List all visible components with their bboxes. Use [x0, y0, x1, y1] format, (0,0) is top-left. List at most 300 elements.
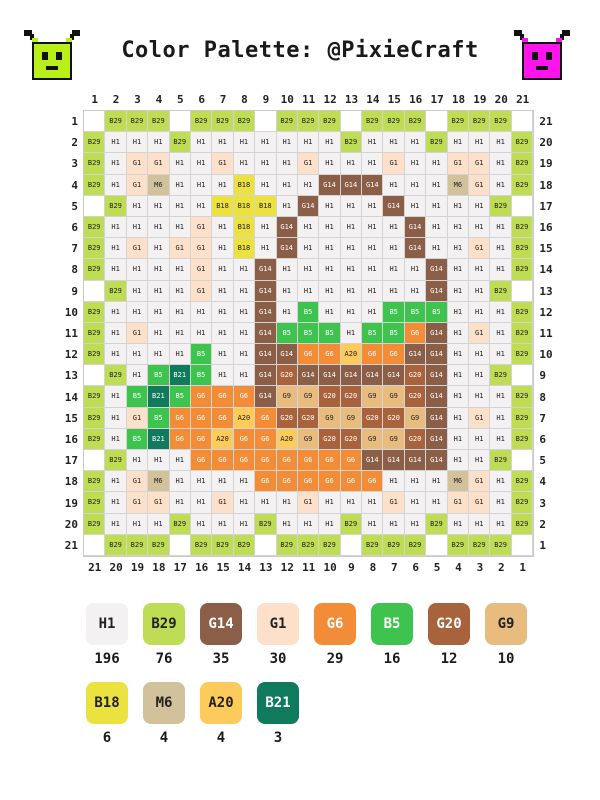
grid-cell: H1: [127, 281, 148, 302]
grid-cell: G14: [383, 450, 404, 471]
row-right-label: 20: [539, 136, 553, 150]
grid-cell: A20: [341, 344, 362, 365]
grid-cell: B29: [448, 535, 469, 556]
grid-cell: H1: [319, 153, 340, 174]
grid-cell: H1: [148, 450, 169, 471]
col-top-label: 11: [302, 93, 316, 106]
grid-cell: G6: [255, 429, 276, 450]
grid-cell: G1: [170, 238, 191, 259]
col-bot-label: 10: [323, 561, 337, 574]
grid-cell: H1: [170, 175, 191, 196]
row-left-label: 18: [64, 475, 78, 489]
grid-cell: G14: [426, 408, 447, 429]
col-top-label: 20: [494, 93, 508, 106]
grid-cell: H1: [490, 429, 511, 450]
grid-cell: B29: [170, 514, 191, 535]
grid-cell: H1: [148, 196, 169, 217]
grid-cell: G1: [127, 238, 148, 259]
grid-cell: H1: [277, 132, 298, 153]
grid-cell: G6: [212, 450, 233, 471]
grid-cell: H1: [341, 153, 362, 174]
col-bot-label: 8: [369, 561, 377, 574]
grid-cell: H1: [170, 217, 191, 238]
grid-cell: H1: [341, 323, 362, 344]
grid-cell: B29: [298, 111, 319, 132]
grid-cell: B29: [84, 344, 105, 365]
grid-cell: G9: [383, 386, 404, 407]
grid-cell: B29: [191, 535, 212, 556]
col-bot-label: 18: [152, 561, 166, 574]
grid-cell: B29: [448, 111, 469, 132]
grid-cell: B5: [127, 429, 148, 450]
grid-cell: H1: [234, 281, 255, 302]
grid-cell: H1: [362, 281, 383, 302]
grid-cell: B29: [512, 259, 533, 280]
palette-swatch: H1: [86, 603, 128, 645]
grid-cell: H1: [212, 217, 233, 238]
grid-cell: G14: [405, 450, 426, 471]
grid-cell: [84, 111, 105, 132]
grid-cell: G14: [341, 175, 362, 196]
grid-cell: B5: [319, 323, 340, 344]
grid-cell: H1: [405, 132, 426, 153]
grid-cell: H1: [448, 323, 469, 344]
col-top-label: 10: [280, 93, 294, 106]
grid-cell: B5: [277, 323, 298, 344]
grid-cell: [255, 535, 276, 556]
grid-cell: H1: [234, 153, 255, 174]
grid-cell: B5: [191, 365, 212, 386]
grid-cell: H1: [212, 238, 233, 259]
grid-cell: B18: [234, 196, 255, 217]
grid-cell: H1: [277, 196, 298, 217]
col-top-label: 21: [516, 93, 530, 106]
row-left-label: 5: [71, 199, 78, 213]
grid-cell: H1: [490, 259, 511, 280]
grid-cell: G1: [469, 238, 490, 259]
grid-cell: G1: [127, 175, 148, 196]
grid-cell: B29: [127, 111, 148, 132]
grid-cell: B29: [84, 323, 105, 344]
palette-count: 76: [155, 651, 173, 667]
grid-cell: H1: [148, 132, 169, 153]
grid-cell: B21: [170, 365, 191, 386]
row-right-label: 6: [539, 433, 547, 446]
grid-cell: B29: [469, 111, 490, 132]
grid-cell: H1: [170, 450, 191, 471]
grid-cell: H1: [405, 514, 426, 535]
grid-cell: G6: [234, 450, 255, 471]
row-right-label: 10: [539, 348, 553, 362]
palette-count: 4: [216, 730, 226, 746]
grid-cell: B21: [148, 429, 169, 450]
grid-cell: B5: [191, 344, 212, 365]
grid-cell: H1: [469, 302, 490, 323]
col-top-label: 15: [387, 93, 401, 106]
grid-cell: G20: [383, 408, 404, 429]
grid-cell: H1: [212, 259, 233, 280]
grid-cell: B29: [512, 153, 533, 174]
grid-cell: H1: [319, 196, 340, 217]
grid-cell: H1: [105, 175, 126, 196]
grid-cell: G6: [341, 450, 362, 471]
grid-cell: H1: [212, 471, 233, 492]
col-top-label: 17: [430, 93, 444, 106]
grid-cell: H1: [234, 132, 255, 153]
palette-count: 16: [383, 651, 401, 667]
grid-cell: H1: [319, 302, 340, 323]
grid-cell: H1: [191, 514, 212, 535]
palette-count: 4: [159, 730, 169, 746]
row-right-label: 9: [539, 369, 547, 383]
grid-cell: B18: [212, 196, 233, 217]
grid-cell: G6: [255, 408, 276, 429]
grid-cell: G14: [319, 365, 340, 386]
grid-cell: B29: [105, 196, 126, 217]
grid-cell: G14: [426, 259, 447, 280]
grid-cell: G9: [383, 429, 404, 450]
grid-cell: H1: [234, 259, 255, 280]
col-bot-label: 6: [412, 561, 419, 574]
col-top-label: 12: [323, 93, 337, 106]
grid-cell: H1: [319, 259, 340, 280]
grid-cell: H1: [426, 153, 447, 174]
grid-cell: H1: [426, 238, 447, 259]
grid-cell: G6: [170, 429, 191, 450]
grid-cell: G14: [298, 365, 319, 386]
grid-cell: B29: [84, 259, 105, 280]
grid-cell: B29: [383, 535, 404, 556]
grid-cell: G6: [191, 450, 212, 471]
grid-cell: H1: [341, 259, 362, 280]
grid-cell: B29: [84, 492, 105, 513]
grid-cell: G20: [277, 408, 298, 429]
grid-cell: B29: [490, 450, 511, 471]
grid-cell: G14: [426, 429, 447, 450]
grid-cell: G6: [234, 386, 255, 407]
row-left-label: 7: [71, 242, 78, 256]
grid-cell: G14: [405, 217, 426, 238]
grid-cell: G6: [319, 450, 340, 471]
grid-cell: B29: [512, 408, 533, 429]
grid-cell: B29: [512, 492, 533, 513]
grid-cell: G6: [298, 450, 319, 471]
grid-cell: H1: [212, 344, 233, 365]
grid-cell: H1: [298, 175, 319, 196]
grid-cell: H1: [234, 492, 255, 513]
grid-cell: H1: [298, 514, 319, 535]
col-bot-label: 16: [195, 561, 209, 574]
grid-cell: H1: [362, 302, 383, 323]
grid-cell: H1: [127, 514, 148, 535]
grid-cell: H1: [383, 132, 404, 153]
grid-cell: H1: [319, 281, 340, 302]
grid-cell: G9: [341, 408, 362, 429]
row-left-label: 3: [71, 157, 78, 171]
grid-cell: H1: [448, 408, 469, 429]
grid-cell: B29: [383, 111, 404, 132]
grid-cell: G20: [277, 365, 298, 386]
grid-cell: [170, 535, 191, 556]
grid-cell: H1: [170, 323, 191, 344]
grid-cell: H1: [212, 175, 233, 196]
grid-cell: H1: [105, 408, 126, 429]
grid-cell: G1: [212, 492, 233, 513]
grid-cell: B29: [84, 386, 105, 407]
row-left-label: 19: [64, 496, 78, 510]
grid-cell: H1: [362, 492, 383, 513]
palette-swatch: B29: [143, 603, 185, 645]
grid-cell: H1: [362, 217, 383, 238]
row-right-label: 2: [539, 517, 547, 531]
grid-cell: H1: [490, 344, 511, 365]
grid-cell: H1: [170, 153, 191, 174]
grid-cell: B29: [512, 386, 533, 407]
grid-cell: B29: [234, 535, 255, 556]
col-bot-label: 9: [348, 561, 355, 574]
mascot-body: [24, 30, 80, 80]
row-right-label: 14: [539, 263, 553, 277]
grid-cell: H1: [426, 196, 447, 217]
grid-cell: G6: [277, 450, 298, 471]
grid-cell: H1: [105, 217, 126, 238]
grid-cell: H1: [490, 386, 511, 407]
grid-cell: [84, 450, 105, 471]
grid-cell: B5: [170, 386, 191, 407]
grid-cell: H1: [191, 132, 212, 153]
grid-cell: G14: [426, 344, 447, 365]
grid-cell: H1: [191, 153, 212, 174]
grid-cell: H1: [405, 196, 426, 217]
grid-cell: H1: [234, 344, 255, 365]
grid-cell: G20: [405, 365, 426, 386]
palette-swatch: G20: [428, 603, 470, 645]
col-bot-label: 14: [237, 561, 252, 574]
grid-cell: H1: [383, 471, 404, 492]
grid-cell: B18: [234, 238, 255, 259]
grid-cell: G1: [148, 153, 169, 174]
grid-cell: G14: [277, 238, 298, 259]
grid-cell: B29: [512, 514, 533, 535]
grid-cell: G20: [341, 386, 362, 407]
col-top-label: 6: [198, 93, 205, 106]
grid-cell: G14: [255, 281, 276, 302]
grid-cell: H1: [191, 492, 212, 513]
grid-cell: A20: [234, 408, 255, 429]
grid-cell: H1: [490, 408, 511, 429]
grid-cell: B29: [512, 175, 533, 196]
grid-cell: H1: [105, 514, 126, 535]
grid-cell: [512, 111, 533, 132]
col-bot-label: 17: [173, 561, 187, 574]
grid-cell: H1: [341, 238, 362, 259]
grid-cell: B29: [319, 111, 340, 132]
grid-cell: H1: [170, 492, 191, 513]
grid-cell: B29: [512, 429, 533, 450]
grid-cell: H1: [127, 196, 148, 217]
grid-cell: H1: [405, 153, 426, 174]
row-left-label: 13: [64, 369, 78, 383]
grid-cell: G1: [298, 492, 319, 513]
grid-cell: M6: [148, 471, 169, 492]
grid-cell: H1: [490, 492, 511, 513]
grid-cell: H1: [170, 196, 191, 217]
grid-cell: H1: [319, 132, 340, 153]
grid-cell: B29: [255, 514, 276, 535]
row-left-label: 20: [64, 517, 78, 531]
row-right-label: 19: [539, 157, 553, 171]
grid-cell: H1: [362, 514, 383, 535]
grid-cell: B29: [512, 323, 533, 344]
grid-cell: H1: [448, 450, 469, 471]
mascot-body: [514, 30, 570, 80]
grid-cell: G14: [277, 344, 298, 365]
grid-cell: H1: [448, 514, 469, 535]
grid-cell: H1: [448, 281, 469, 302]
grid-cell: G1: [469, 471, 490, 492]
grid-cell: B29: [84, 408, 105, 429]
grid-cell: G6: [170, 408, 191, 429]
grid-cell: G1: [127, 408, 148, 429]
grid-cell: G14: [362, 365, 383, 386]
palette-swatch: G9: [485, 603, 527, 645]
grid-cell: H1: [490, 175, 511, 196]
grid-cell: B29: [212, 535, 233, 556]
grid-cell: [84, 196, 105, 217]
grid-cell: B29: [84, 514, 105, 535]
col-bot-label: 2: [497, 561, 505, 574]
grid-cell: [170, 111, 191, 132]
grid-cell: H1: [191, 175, 212, 196]
grid-cell: G1: [448, 492, 469, 513]
grid-cell: H1: [448, 238, 469, 259]
grid-cell: M6: [448, 175, 469, 196]
grid-cell: G6: [383, 344, 404, 365]
grid-cell: G9: [405, 408, 426, 429]
row-right-label: 4: [539, 475, 547, 489]
row-right-label: 21: [539, 115, 553, 128]
grid-cell: B29: [148, 535, 169, 556]
grid-cell: H1: [405, 281, 426, 302]
row-left-label: 1: [71, 115, 78, 128]
grid-cell: H1: [341, 196, 362, 217]
green-pixel-creature-icon: [22, 28, 82, 82]
grid-cell: H1: [170, 259, 191, 280]
grid-cell: H1: [148, 238, 169, 259]
grid-cell: B29: [84, 302, 105, 323]
grid-cell: B5: [298, 323, 319, 344]
grid-cell: H1: [448, 132, 469, 153]
grid-cell: G6: [277, 471, 298, 492]
grid-cell: G6: [255, 471, 276, 492]
col-top-label: 7: [219, 93, 227, 106]
grid-cell: H1: [127, 365, 148, 386]
grid-cell: H1: [148, 514, 169, 535]
palette-count: 3: [273, 730, 283, 746]
grid-cell: H1: [362, 153, 383, 174]
grid-cell: G14: [405, 238, 426, 259]
grid-cell: B29: [512, 132, 533, 153]
grid-cell: G20: [362, 408, 383, 429]
grid-cell: H1: [105, 259, 126, 280]
grid-cell: H1: [298, 217, 319, 238]
row-left-label: 21: [64, 539, 78, 552]
palette-swatch: B5: [371, 603, 413, 645]
grid-cell: G1: [383, 153, 404, 174]
grid-cell: G20: [405, 386, 426, 407]
grid-cell: B29: [426, 514, 447, 535]
pattern-grid: [84, 111, 533, 556]
grid-cell: A20: [277, 429, 298, 450]
palette-count: 35: [212, 651, 230, 667]
grid-cell: B5: [362, 323, 383, 344]
grid-cell: B29: [105, 111, 126, 132]
grid-cell: G14: [426, 450, 447, 471]
row-right-label: 13: [539, 284, 553, 298]
grid-cell: G14: [405, 344, 426, 365]
page-title: Color Palette: @PixieCraft: [121, 38, 479, 63]
grid-cell: G6: [212, 386, 233, 407]
grid-cell: H1: [448, 344, 469, 365]
grid-cell: B5: [127, 386, 148, 407]
grid-cell: G6: [191, 429, 212, 450]
grid-cell: H1: [298, 281, 319, 302]
col-bot-label: 5: [433, 561, 441, 574]
row-right-label: 8: [539, 390, 547, 404]
grid-cell: G9: [362, 386, 383, 407]
grid-cell: G1: [469, 175, 490, 196]
grid-cell: G14: [362, 450, 383, 471]
grid-cell: G1: [191, 259, 212, 280]
grid-cell: B29: [277, 111, 298, 132]
grid-cell: H1: [319, 514, 340, 535]
grid-cell: B29: [84, 153, 105, 174]
col-bot-label: 15: [216, 561, 230, 574]
grid-cell: H1: [383, 175, 404, 196]
grid-cell: G14: [383, 365, 404, 386]
col-top-label: 19: [473, 93, 487, 106]
grid-cell: B29: [84, 471, 105, 492]
col-bot-label: 20: [109, 561, 123, 574]
grid-cell: H1: [298, 132, 319, 153]
palette-swatch: M6: [143, 682, 185, 724]
grid-cell: B5: [405, 302, 426, 323]
grid-cell: H1: [448, 302, 469, 323]
grid-cell: B29: [84, 429, 105, 450]
grid-cell: H1: [469, 281, 490, 302]
col-top-label: 1: [91, 93, 98, 106]
grid-cell: G6: [298, 344, 319, 365]
grid-cell: B29: [170, 132, 191, 153]
grid-cell: G9: [298, 386, 319, 407]
grid-cell: H1: [170, 281, 191, 302]
grid-cell: H1: [105, 132, 126, 153]
grid-cell: B29: [490, 535, 511, 556]
grid-cell: [84, 281, 105, 302]
grid-cell: H1: [255, 492, 276, 513]
grid-cell: H1: [490, 514, 511, 535]
grid-cell: G6: [191, 408, 212, 429]
grid-cell: B29: [512, 217, 533, 238]
grid-cell: G6: [255, 450, 276, 471]
grid-cell: H1: [341, 302, 362, 323]
col-top-label: 13: [344, 93, 359, 106]
grid-cell: G14: [255, 259, 276, 280]
grid-cell: H1: [255, 132, 276, 153]
grid-cell: H1: [234, 365, 255, 386]
grid-cell: G20: [319, 429, 340, 450]
grid-cell: H1: [341, 492, 362, 513]
